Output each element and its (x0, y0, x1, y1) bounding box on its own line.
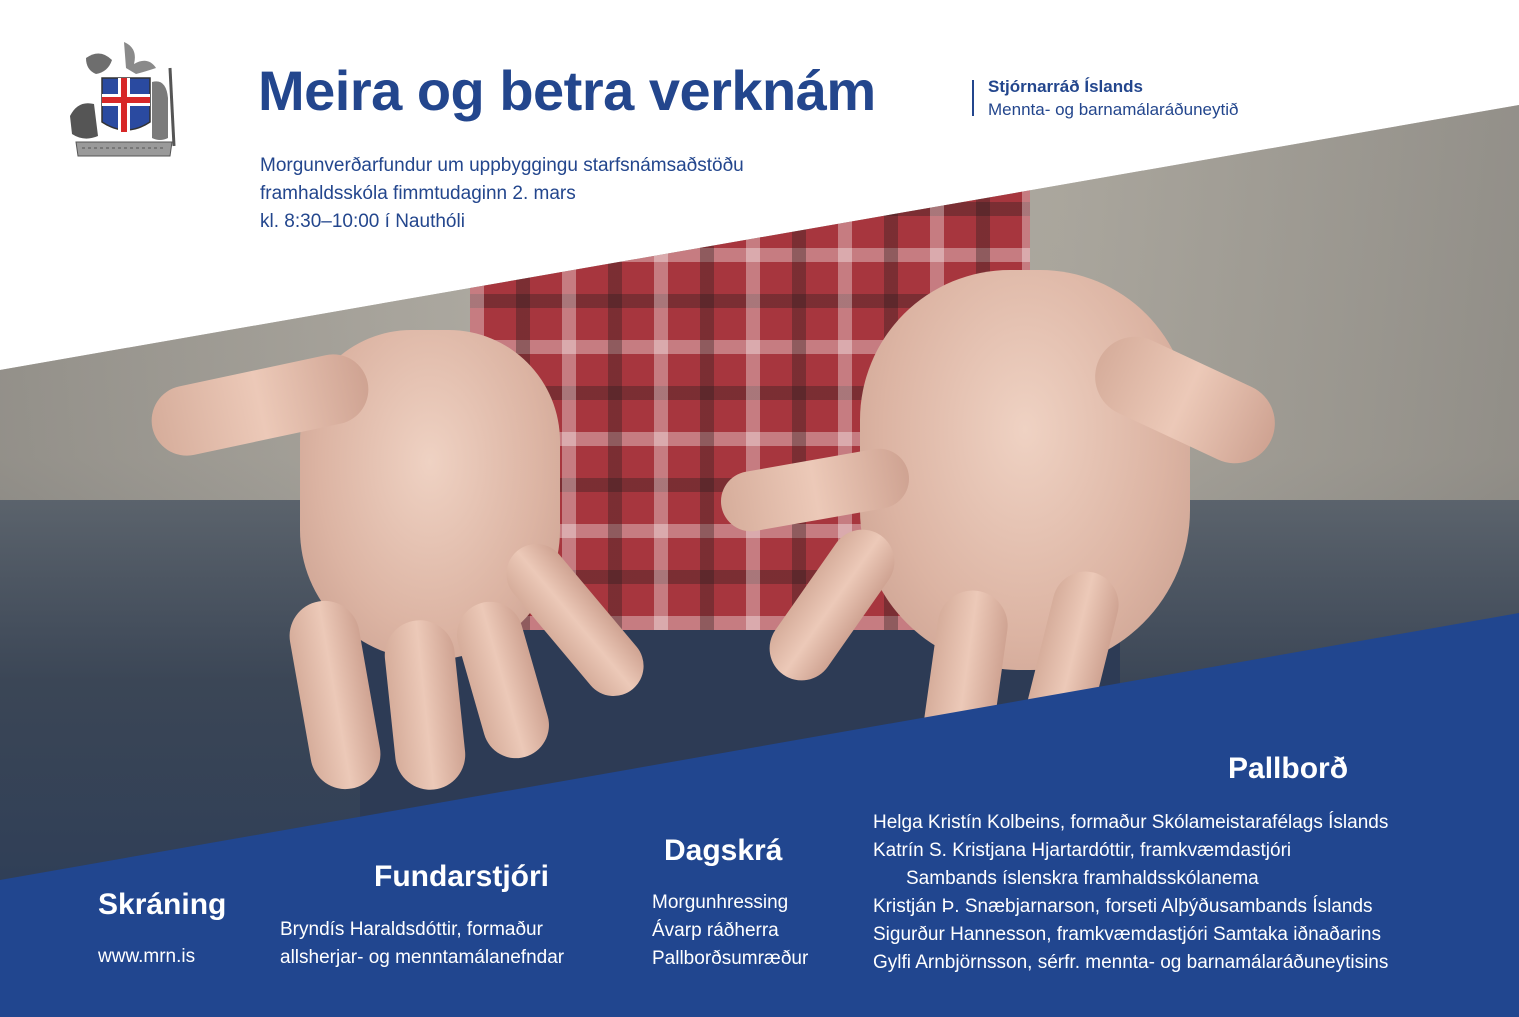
org-name: Stjórnarráð Íslands (988, 77, 1143, 96)
chair-line: allsherjar- og menntamálanefndar (280, 947, 565, 968)
agenda-item: Morgunhressing (652, 892, 789, 913)
panel-member: Kristján Þ. Snæbjarnarson, forseti Alþýðusambands Íslands (873, 896, 1373, 917)
panel-heading: Pallborð (1228, 752, 1349, 785)
panel-list (873, 809, 1388, 977)
agenda-item: Pallborðsumræður (652, 948, 809, 969)
intro-line: framhaldsskóla fimmtudaginn 2. mars (260, 183, 576, 204)
main-title: Meira og betra verknám (258, 59, 876, 122)
event-intro (260, 152, 744, 236)
org-divider (972, 80, 974, 116)
intro-line: kl. 8:30–10:00 í Nauthóli (260, 211, 465, 232)
panel-member: Helga Kristín Kolbeins, formaður Skólameistarafélags Íslands (873, 812, 1389, 833)
agenda-list (652, 889, 808, 973)
icelandic-coat-of-arms-icon (64, 38, 182, 162)
registration-heading: Skráning (98, 888, 227, 921)
agenda-heading: Dagskrá (664, 834, 783, 867)
panel-member-continued: Sambands íslenskra framhaldsskólanema (906, 868, 1259, 889)
chair-details (280, 916, 564, 972)
intro-line: Morgunverðarfundur um uppbyggingu starfsnámsaðstöðu (260, 155, 744, 176)
chair-line: Bryndís Haraldsdóttir, formaður (280, 919, 543, 940)
photo-right-palm (860, 270, 1190, 670)
panel-member: Sigurður Hannesson, framkvæmdastjóri Samtaka iðnaðarins (873, 924, 1381, 945)
ministry-name: Mennta- og barnamálaráðuneytið (988, 100, 1239, 119)
chair-heading: Fundarstjóri (374, 860, 550, 893)
panel-member: Gylfi Arnbjörnsson, sérfr. mennta- og barnamálaráðuneytisins (873, 952, 1389, 973)
registration-link[interactable]: www.mrn.is (98, 946, 196, 967)
panel-member: Katrín S. Kristjana Hjartardóttir, framkvæmdastjóri (873, 840, 1292, 861)
agenda-item: Ávarp ráðherra (652, 920, 779, 941)
